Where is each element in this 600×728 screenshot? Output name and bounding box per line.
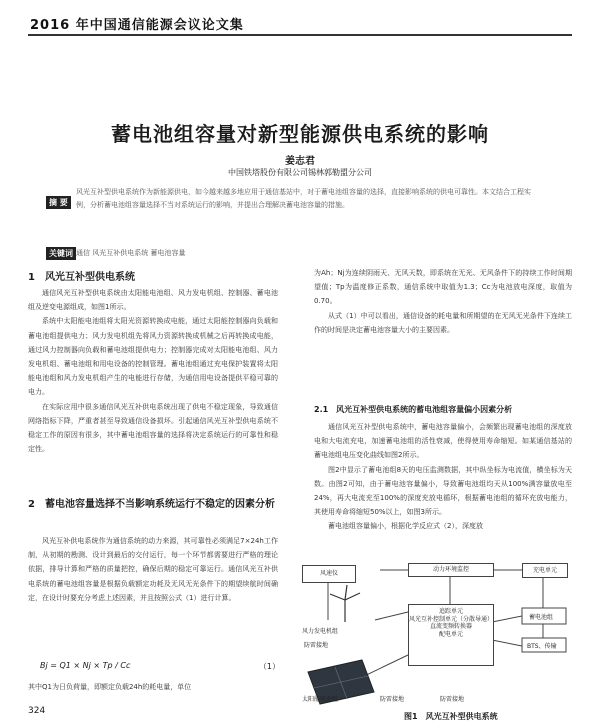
mppt-label: 追踪单元 (438, 608, 463, 615)
right-column-sub (314, 420, 572, 534)
battery-label: 蓄电池组 (529, 614, 554, 621)
section2-body (28, 534, 278, 605)
dc-converter-label: 直流变频转换器 (429, 623, 472, 630)
right-paragraph: 图2中显示了蓄电池组8天的电压监测数据，其中纵坐标为电流值，横坐标为天数。由图2可知，由于蓄电池容量偏小，导致蓄电池组均天从100%满容量放电至24%，再大电流充至100%的深度充放电循环，根据蓄电池组的循环充放电能力，其使用寿命将缩短50%以上，如图3所示。 (314, 465, 572, 517)
wind-turbine-icon (330, 585, 360, 622)
figure-1-diagram (300, 560, 580, 706)
solar-label: 太阳能电池组 (302, 696, 339, 703)
section1-paragraph: 在实际应用中很多通信风光互补供电系统出现了供电不稳定现象，导致通信网络指标下降，严重者甚至导致通信设备损坏。引起通信风光互补型供电系统不稳定工作的原因有很多，其中蓄电池组容量的选择将决定系统运行的可靠性和稳定性。 (28, 402, 278, 454)
running-head: 2016 年中国通信能源会议论文集 (30, 18, 244, 33)
abstract-label: 摘 要 (46, 196, 71, 209)
right-paragraph: 蓄电池组容量偏小，根据化学反应式（2），深度放 (328, 522, 483, 531)
formula-expression: Bj = Q1 × Nj × Tp / Cc (40, 661, 131, 670)
section2-paragraph: 其中Q1为日负荷量，即额定负载24h的耗电量，单位 (28, 683, 192, 691)
keywords-text: 通信 风光互补供电系统 蓄电池容量 (76, 249, 186, 257)
section1-paragraph: 通信风光互补型供电系统由太阳能电池组、风力发电机组、控制器、蓄电池组及逆变电源组成，如图1所示。 (28, 289, 278, 312)
section1-heading: 1 风光互补型供电系统 (28, 272, 135, 283)
charger-box: 充电单元 (522, 563, 568, 578)
section2-heading: 2 蓄电池容量选择不当影响系统运行不稳定的因素分析 (28, 499, 275, 510)
header-rule (28, 34, 572, 36)
section1-paragraph: 系统中太阳能电池组将太阳光资源转换成电能，通过太阳能控制器向负载和蓄电池组提供电力；风力发电机组先将风力资源转换成机械之后再转换成电能，通过风力控制器向负载和蓄电池组提供电力；控制器完成对太阳能电池组、风力发电机组、蓄电池组和用电设备的控制管理。蓄电池组通过充电保护装置将太阳能电池组和风力发电机组产生的电能进行存储，为通信用电设备提供平稳可靠的电力。 (28, 317, 278, 397)
controller-label: 风光互补控制单元（分散导通） (409, 615, 494, 623)
figure-caption: 图1 风光互补型供电系统 (404, 712, 498, 721)
lightning-label: 防雷接地 (440, 696, 465, 703)
author: 姜志君 (285, 156, 315, 167)
monitor-box: 动力环境监控 (408, 563, 494, 577)
formula-number: （1） (258, 662, 280, 671)
distribution-label: 配电单元 (438, 630, 463, 638)
right-paragraph: 从式（1）中可以看出，通信设备的耗电量和所期望的在无风无光条件下连续工作的时间是决定蓄电池容量大小的主要因素。 (314, 311, 572, 334)
lightning-label: 防雷接地 (304, 642, 329, 649)
subsection-2-1-heading: 2.1 风光互补型供电系统的蓄电池组容量偏小因素分析 (314, 405, 513, 414)
section1-body (28, 286, 278, 456)
right-paragraph: 通信风光互补型供电系统中，蓄电池容量偏小，会频繁出现蓄电池组的深度放电和大电流充电，加速蓄电池组的活性衰减，使得使用寿命缩短。如某通信基站的蓄电池组电压变化曲线如图2所示。 (314, 423, 572, 460)
right-paragraph: 为Ah；Nj为连续阴雨天、无风天数，即系统在无光、无风条件下的持续工作时间期望值；Tp为温度修正系数，通信系统中取值为1.3；Cc为电池放电深度，取值为0.70。 (314, 269, 572, 306)
paper-title: 蓄电池组容量对新型能源供电系统的影响 (111, 122, 489, 146)
controller-cabinet (408, 604, 494, 666)
section2-continuation (28, 680, 278, 694)
right-column-top (314, 266, 572, 337)
wind-speed-meter-box: 风速仪 (302, 565, 356, 583)
page-number: 324 (28, 706, 46, 716)
load-label: BTS、传输 (527, 643, 557, 650)
wind-turbine-label: 风力发电机组 (302, 628, 339, 635)
keywords-label: 关键词 (46, 247, 76, 260)
formula-1 (40, 661, 280, 670)
section2-paragraph: 风光互补供电系统作为通信系统的动力来源，其可靠性必须满足7×24h工作制，从初期的勘测、设计到最后的交付运行，每一个环节都需要进行严格的理论依据，排导计算和严格的质量把控，确保后期的稳定可靠运行。通信风光互补供电系统的蓄电池组容量是根据负载额定功耗及无风无光条件下的期望续航时间确定，在设计时要充分考虑上述因素，并且按照公式（1）进行计算。 (28, 537, 278, 602)
abstract-text: 风光互补型供电系统作为新能源供电，如今越来越多地应用于通信基站中，对于蓄电池组容量的选择，直接影响系统的供电可靠性。本文结合工程实例，分析蓄电池组容量选择不当对系统运行的影响，并提出合理解决蓄电池容量的措施。 (76, 188, 531, 209)
affiliation: 中国铁塔股份有限公司锡林郭勒盟分公司 (228, 168, 372, 177)
lightning-label: 防雷接地 (380, 696, 405, 703)
